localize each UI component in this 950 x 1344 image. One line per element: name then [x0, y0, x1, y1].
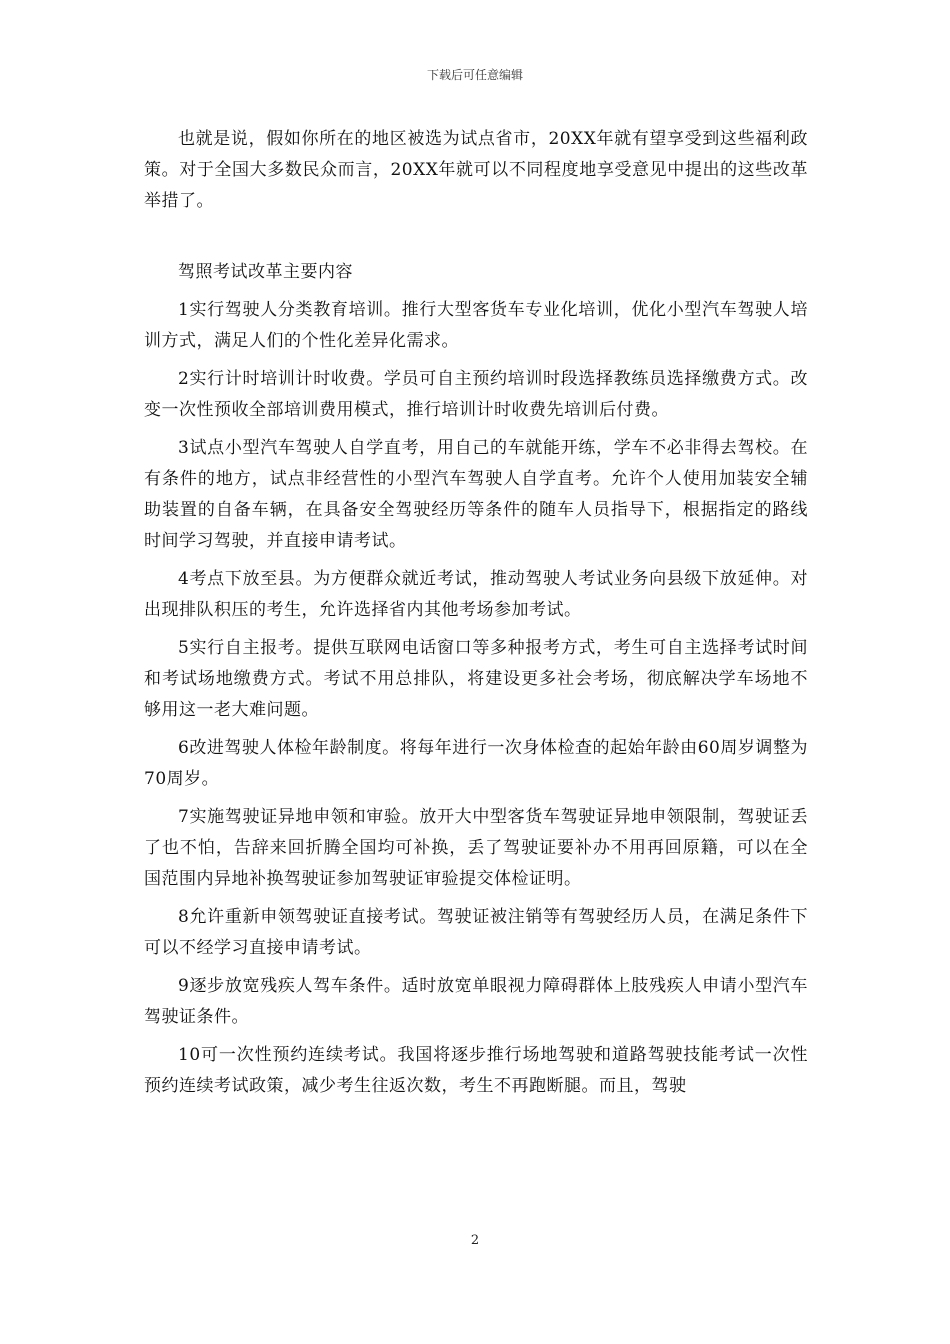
- list-item: 8允许重新申领驾驶证直接考试。驾驶证被注销等有驾驶经历人员，在满足条件下可以不经学习直接申请考试。: [144, 907, 808, 958]
- list-item: 9逐步放宽残疾人驾车条件。适时放宽单眼视力障碍群体上肢残疾人申请小型汽车驾驶证条件。: [144, 976, 808, 1027]
- intro-paragraph: 也就是说，假如你所在的地区被选为试点省市，20XX年就有望享受到这些福利政策。对于全国大多数民众而言，20XX年就可以不同程度地享受意见中提出的这些改革举措了。: [144, 129, 808, 211]
- list-item: 7实施驾驶证异地申领和审验。放开大中型客货车驾驶证异地申领限制，驾驶证丢了也不怕，告辞来回折腾全国均可补换，丢了驾驶证要补办不用再回原籍，可以在全国范围内异地补换驾驶证参加驾驶证审验提交体检证明。: [144, 807, 808, 889]
- list-item: 10可一次性预约连续考试。我国将逐步推行场地驾驶和道路驾驶技能考试一次性预约连续考试政策，减少考生往返次数，考生不再跑断腿。而且，驾驶: [144, 1045, 808, 1096]
- section-heading: 驾照考试改革主要内容: [178, 262, 353, 282]
- list-item: 1实行驾驶人分类教育培训。推行大型客货车专业化培训，优化小型汽车驾驶人培训方式，满足人们的个性化差异化需求。: [144, 300, 808, 351]
- page-number: 2: [470, 1233, 480, 1248]
- page-header: 下载后可任意编辑: [426, 68, 523, 82]
- list-item: 3试点小型汽车驾驶人自学直考，用自己的车就能开练，学车不必非得去驾校。在有条件的地方，试点非经营性的小型汽车驾驶人自学直考。允许个人使用加装安全辅助装置的自备车辆，在具备安全驾驶经历等条件的随车人员指导下，根据指定的路线时间学习驾驶，并直接申请考试。: [144, 438, 808, 551]
- list-item: 2实行计时培训计时收费。学员可自主预约培训时段选择教练员选择缴费方式。改变一次性预收全部培训费用模式，推行培训计时收费先培训后付费。: [144, 369, 808, 420]
- list-item: 6改进驾驶人体检年龄制度。将每年进行一次身体检查的起始年龄由60周岁调整为70周岁。: [144, 738, 808, 789]
- list-item: 4考点下放至县。为方便群众就近考试，推动驾驶人考试业务向县级下放延伸。对出现排队积压的考生，允许选择省内其他考场参加考试。: [144, 569, 808, 620]
- list-item: 5实行自主报考。提供互联网电话窗口等多种报考方式，考生可自主选择考试时间和考试场地缴费方式。考试不用总排队，将建设更多社会考场，彻底解决学车场地不够用这一老大难问题。: [144, 638, 808, 720]
- document-body: [144, 124, 808, 1102]
